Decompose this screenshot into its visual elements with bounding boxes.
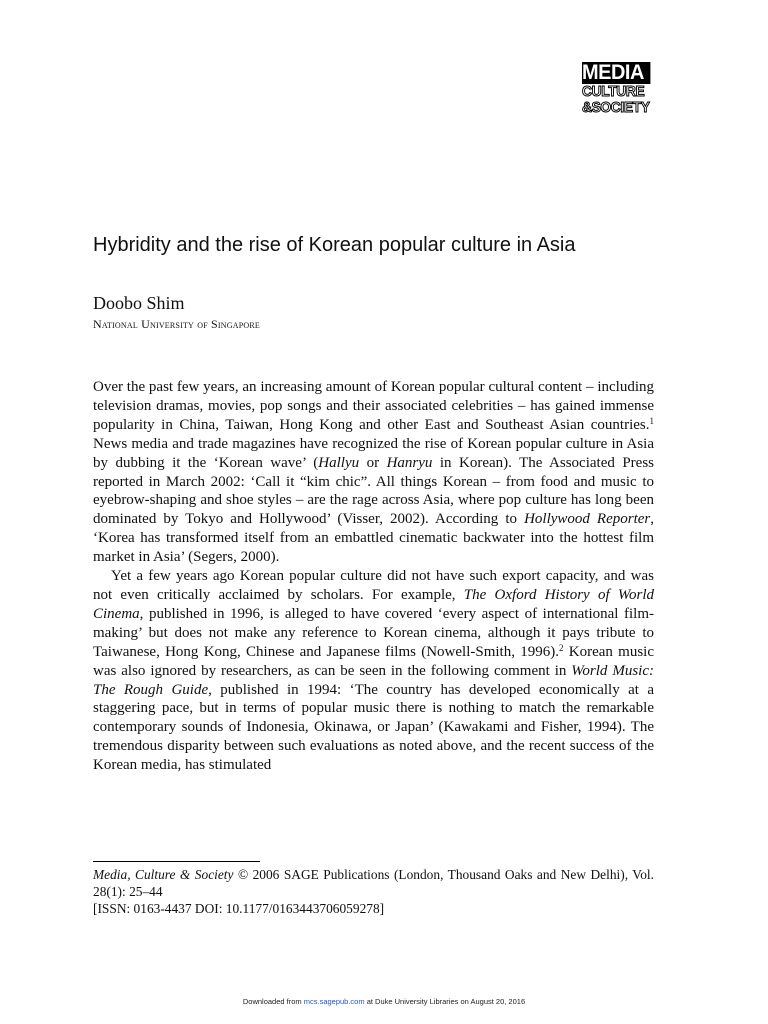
- paragraph-2: Yet a few years ago Korean popular culture did not have such export capacity, and was not even critically acclaimed by scholars. For example, The Oxford History of World Cinema, published in 1996, is alleged to have covered ‘every aspect of international film-making’ but does not make any reference to Korean cinema, although it pays tribute to Taiwanese, Hong Kong, Chinese and Japanese films (Nowell-Smith, 1996).$^2$ Korean music was also ignored by researchers, as can be seen in the following comment in World Music: The Rough Guide, published in 1994: ‘The country has developed economically at a staggering pace, but in terms of popular music there is nothing to match the remarkable contemporary sounds of Indonesia, Okinawa, or Japan’ (Kawakami and Fisher, 1994). The tremendous disparity between such evaluations as noted above, and the recent success of the Korean media, has stimulated: [93, 568, 654, 774]
- footnote-marker-1[interactable]: 1: [649, 415, 654, 426]
- author-affiliation: National University of Singapore: [93, 317, 260, 331]
- journal-logo: [582, 62, 654, 116]
- logo-line-society: &SOCIETY: [582, 99, 650, 116]
- author-name: Doobo Shim: [93, 293, 185, 313]
- article-body: [93, 378, 654, 775]
- footnote-marker-2[interactable]: 2: [558, 642, 564, 653]
- publication-footnote: [93, 866, 654, 917]
- footnote-divider: [93, 861, 260, 862]
- source-link[interactable]: mcs.sagepub.com: [303, 997, 365, 1006]
- paragraph-1: Over the past few years, an increasing amount of Korean popular cultural content – including television dramas, movies, pop songs and their associated celebrities – has gained immense popularity in China, Taiwan, Hong Kong and other East and Southeast Asian countries.$^1$ News media and trade magazines have recognized the rise of Korean popular culture in Asia by dubbing it the ‘Korean wave’ (Hallyu or Hanryu in Korean). The Associated Press reported in March 2002: ‘Call it “kim chic”. All things Korean – from food and music to eyebrow-shaping and shoe styles – are the rage across Asia, where pop culture has long been dominated by Tokyo and Hollywood’ (Visser, 2002). According to Hollywood Reporter, ‘Korea has transformed itself from an embattled cinematic backwater into the hottest film market in Asia’ (Segers, 2000).: [93, 379, 655, 566]
- journal-name: Media, Culture & Society: [93, 867, 234, 882]
- logo-line-culture: CULTURE: [582, 83, 645, 100]
- publication-citation: © 2006 SAGE Publications (London, Thousand Oaks and New Delhi), Vol. 28(1): 25–44: [93, 867, 654, 899]
- article-title: Hybridity and the rise of Korean popular culture in Asia: [93, 234, 576, 256]
- issn-doi: [ISSN: 0163-4437 DOI: 10.1177/0163443706059278]: [93, 901, 385, 916]
- logo-line-media: MEDIA: [582, 62, 650, 84]
- download-notice: Downloaded from mcs.sagepub.com at Duke University Libraries on August 20, 2016: [242, 997, 526, 1006]
